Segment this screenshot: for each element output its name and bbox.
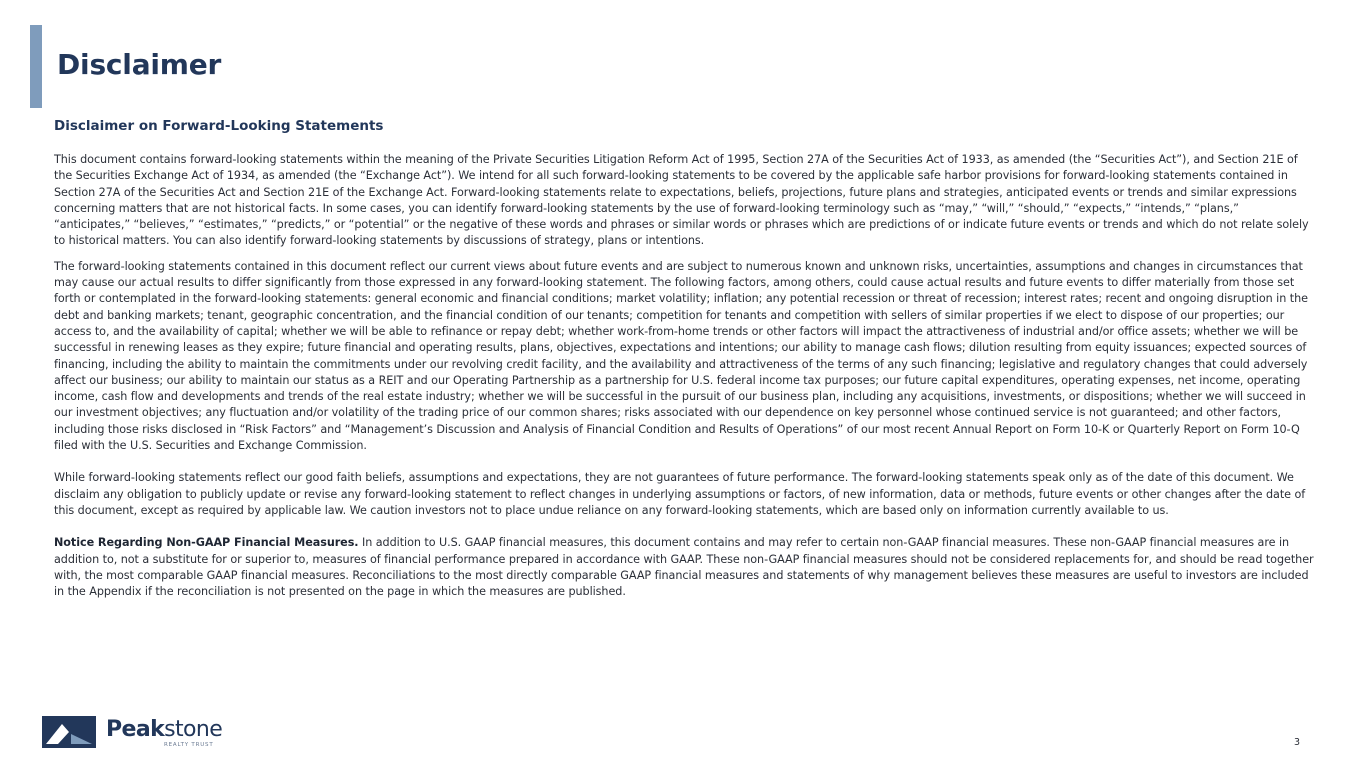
page-title: Disclaimer <box>57 48 222 81</box>
page-number: 3 <box>1294 737 1301 748</box>
non-gaap-notice-paragraph <box>54 535 1314 600</box>
logo-wordmark: Peakstone <box>106 717 223 742</box>
section-heading: Disclaimer on Forward-Looking Statements <box>54 118 384 134</box>
forward-looking-paragraph-3: While forward-looking statements reflect our good faith beliefs, assumptions and expectations, they are not guarantees of future performance. The forward-looking statements speak only as of the date of this document. We disclaim any obligation to publicly update or revise any forward-looking statement to reflect changes in underlying assumptions or factors, of new information, data or methods, future events or other changes after the date of this document, except as required by applicable law. We caution investors not to place undue reliance on any forward-looking statements, which are based only on information currently available to us. <box>54 471 1306 517</box>
company-logo <box>42 716 242 748</box>
mountain-logo-icon <box>42 716 96 748</box>
non-gaap-notice-body: In addition to U.S. GAAP financial measures, this document contains and may refer to certain non-GAAP financial measures. These non-GAAP financial measures are in addition to, not a substitute for or superior to, measures of financial performance prepared in accordance with GAAP. These non-GAAP financial measures should not be considered replacements for, and should be read together with, the most comparable GAAP financial measures. Reconciliations to the most directly comparable GAAP financial measures and statements of why management believes these measures are useful to investors are included in the Appendix if the reconciliation is not presented on the page in which the measures are published. <box>54 536 1314 599</box>
non-gaap-notice-lead: Notice Regarding Non-GAAP Financial Measures. <box>54 536 359 550</box>
forward-looking-paragraph-1: This document contains forward-looking statements within the meaning of the Private Securities Litigation Reform Act of 1995, Section 27A of the Securities Act of 1933, as amended (the “Securities Act”), and Section 21E of the Securities Exchange Act of 1934, as amended (the “Exchange Act”). We intend for all such forward-looking statements to be covered by the applicable safe harbor provisions for forward-looking statements contained in Section 27A of the Securities Act and Section 21E of the Exchange Act. Forward-looking statements relate to expectations, beliefs, projections, future plans and strategies, anticipated events or trends and similar expressions concerning matters that are not historical facts. In some cases, you can identify forward-looking statements by the use of forward-looking terminology such as “may,” “will,” “should,” “expects,” “intends,” “plans,” “anticipates,” “believes,” “estimates,” “predicts,” or “potential” or the negative of these words and phrases or similar words or phrases which are predictions of or indicate future events or trends and which do not relate solely to historical matters. You can also identify forward-looking statements by discussions of strategy, plans or intentions. <box>54 153 1309 248</box>
title-accent-bar <box>30 25 42 108</box>
logo-tagline: REALTY TRUST <box>164 742 214 748</box>
forward-looking-paragraph-2: The forward-looking statements contained in this document reflect our current views about future events and are subject to numerous known and unknown risks, uncertainties, assumptions and changes in circumstances that may cause our actual results to differ significantly from those expressed in any forward-looking statement. The following factors, among others, could cause actual results and future events to differ materially from those set forth or contemplated in the forward-looking statements: general economic and financial conditions; market volatility; inflation; any potential recession or threat of recession; interest rates; recent and ongoing disruption in the debt and banking markets; tenant, geographic concentration, and the financial condition of our tenants; competition for tenants and competition with sellers of similar properties if we elect to dispose of our properties; our access to, and the availability of capital; whether we will be able to refinance or repay debt; whether work-from-home trends or other factors will impact the attractiveness of industrial and/or office assets; whether we will be successful in renewing leases as they expire; future financial and operating results, plans, objectives, expectations and intentions; our ability to manage cash flows; dilution resulting from equity issuances; expected sources of financing, including the ability to maintain the commitments under our revolving credit facility, and the availability and attractiveness of the terms of any such financing; legislative and regulatory changes that could adversely affect our business; our ability to maintain our status as a REIT and our Operating Partnership as a partnership for U.S. federal income tax purposes; our future capital expenditures, operating expenses, net income, operating income, cash flow and developments and trends of the real estate industry; whether we will be successful in the pursuit of our business plan, including any acquisitions, investments, or dispositions; whether we will succeed in our investment objectives; any fluctuation and/or volatility of the trading price of our common shares; risks associated with our dependence on key personnel whose continued service is not guaranteed; and other factors, including those risks disclosed in “Risk Factors” and “Management’s Discussion and Analysis of Financial Condition and Results of Operations” of our most recent Annual Report on Form 10-K or Quarterly Report on Form 10-Q filed with the U.S. Securities and Exchange Commission. <box>54 259 1308 453</box>
disclaimer-content <box>54 116 1314 609</box>
